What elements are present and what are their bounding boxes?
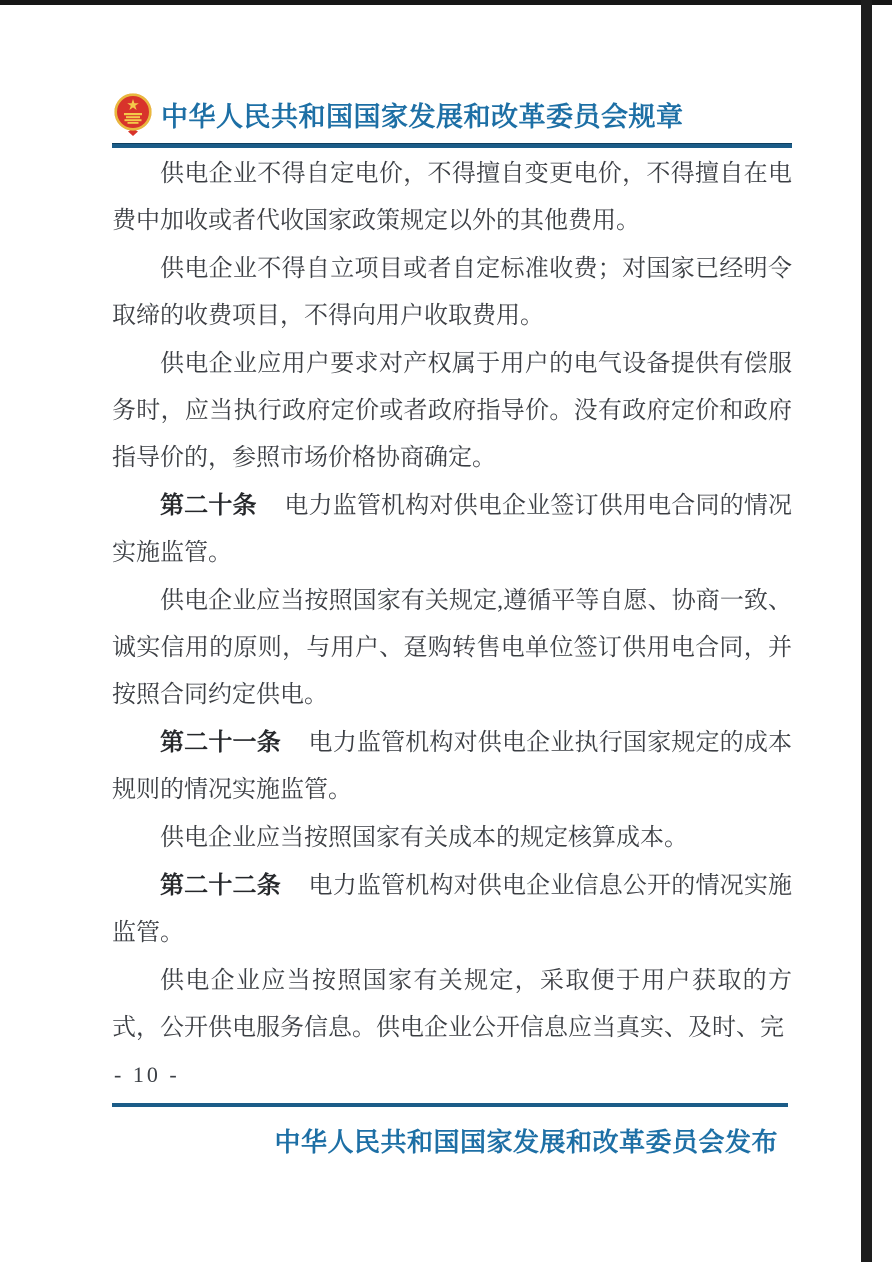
header-row (112, 92, 792, 136)
paragraph (112, 340, 792, 482)
paragraph-text: 电力监管机构对供电企业执行国家规定的成本规则的情况实施监管。 (112, 730, 793, 803)
paragraph (112, 862, 792, 957)
article-number: 第二十二条 (160, 872, 281, 899)
header-title: 中华人民共和国国家发展和改革委员会规章 (161, 101, 684, 132)
paragraph (112, 482, 792, 577)
paragraph-text: 供电企业不得自定电价，不得擅自变更电价，不得擅自在电费中加收或者代收国家政策规定以外的其他费用。 (112, 161, 792, 234)
document-header (112, 92, 792, 148)
paragraph (112, 245, 792, 340)
page-content (112, 0, 792, 1262)
paragraph (112, 814, 792, 862)
paragraph (112, 150, 792, 245)
paragraph (112, 577, 792, 719)
document-body (112, 150, 792, 1052)
article-number: 第二十一条 (160, 729, 281, 756)
paragraph-text: 供电企业应当按照国家有关规定,遵循平等自愿、协商一致、诚实信用的原则，与用户、趸购转售电单位签订供用电合同，并按照合同约定供电。 (112, 588, 792, 708)
china-national-emblem-icon (112, 92, 154, 136)
paragraph-text: 电力监管机构对供电企业签订供用电合同的情况实施监管。 (112, 493, 792, 566)
footer-publisher: 中华人民共和国国家发展和改革委员会发布 (274, 1127, 778, 1157)
paragraph (112, 719, 792, 814)
paragraph-text: 供电企业应当按照国家有关规定，采取便于用户获取的方式，公开供电服务信息。供电企业公开信息应当真实、及时、完 (112, 968, 792, 1041)
page-number: - 10 - (114, 1062, 180, 1087)
article-number: 第二十条 (160, 492, 257, 519)
paragraph-text: 电力监管机构对供电企业信息公开的情况实施监管。 (112, 873, 793, 946)
paragraph (112, 957, 792, 1052)
paragraph-text: 供电企业应用户要求对产权属于用户的电气设备提供有偿服务时，应当执行政府定价或者政府指导价。没有政府定价和政府指导价的，参照市场价格协商确定。 (112, 351, 792, 471)
scan-edge-right (861, 0, 872, 1262)
header-rule (112, 143, 792, 148)
paragraph-text: 供电企业不得自立项目或者自定标准收费；对国家已经明令取缔的收费项目，不得向用户收取费用。 (112, 256, 792, 329)
paragraph-text: 供电企业应当按照国家有关成本的规定核算成本。 (160, 825, 688, 851)
footer-rule (112, 1103, 788, 1107)
